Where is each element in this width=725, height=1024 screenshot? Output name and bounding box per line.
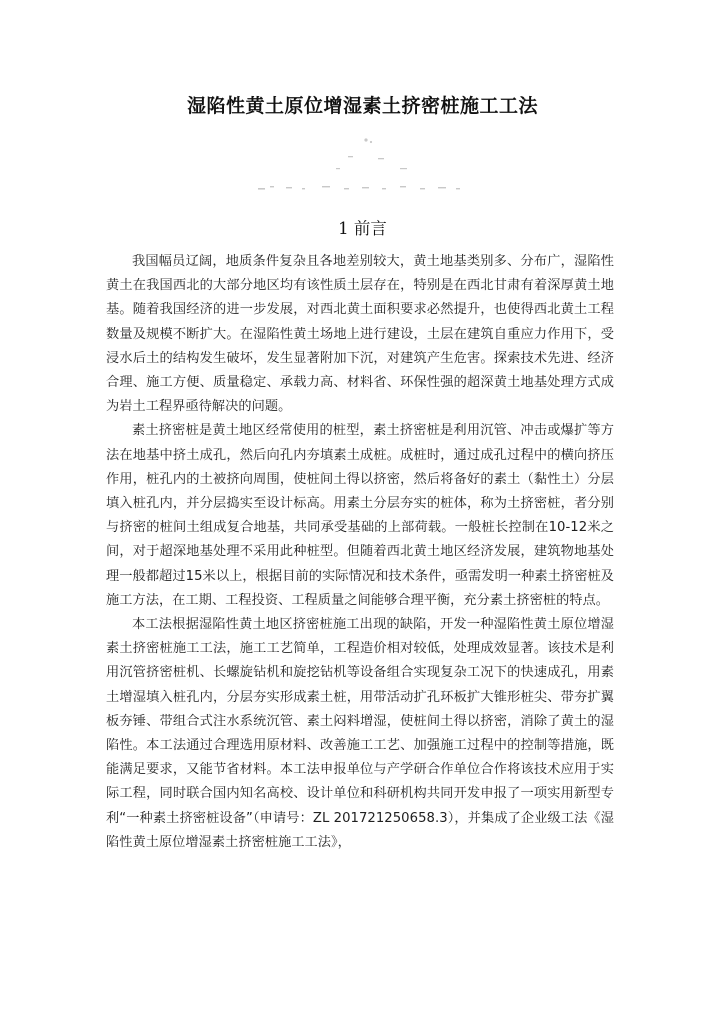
paragraph-1: 我国幅员辽阔，地质条件复杂且各地差别较大，黄土地基类别多、分布广，湿陷性黄土在我国西北的大部分地区均有该性质土层存在，特别是在西北甘肃有着深厚黄土地基。随着我国经济的进一步发展，对西北黄土面积要求必然提升，也使得西北黄土工程数量及规模不断扩大。在湿陷性黄土场地上进行建设，土层在建筑自重应力作用下，受浸水后土的结构发生破坏，发生显著附加下沉，对建筑产生危害。探索技术先进、经济合理、施工方便、质量稳定、承载力高、材料省、环保性强的超深黄土地基处理方式成为岩土工程界亟待解决的问题。 xyxy=(106,254,614,415)
faded-stamp-artifact xyxy=(240,128,480,200)
document-title: 湿陷性黄土原位增湿素土挤密桩施工工法 xyxy=(186,95,538,117)
body-text xyxy=(106,250,614,855)
paragraph-2: 素土挤密桩是黄土地区经常使用的桩型，素土挤密桩是利用沉管、冲击或爆扩等方法在地基中挤土成孔，然后向孔内夯填素土成桩。成桩时，通过成孔过程中的横向挤压作用，桩孔内的土被挤向周围，使桩间土得以挤密，然后将备好的素土（黏性土）分层填入桩孔内，并分层捣实至设计标高。用素土分层夯实的桩体，称为土挤密桩，者分别与挤密的桩间土组成复合地基，共同承受基础的上部荷载。一般桩长控制在10-12米之间，对于超深地基处理不采用此种桩型。但随着西北黄土地区经济发展，建筑物地基处理一般都超过15米以上，根据目前的实际情况和技术条件，亟需发明一种素土挤密桩及施工方法，在工期、工程投资、工程质量之间能够合理平衡，充分素土挤密桩的特点。 xyxy=(106,423,614,608)
paragraph-3: 本工法根据湿陷性黄土地区挤密桩施工出现的缺陷，开发一种湿陷性黄土原位增湿素土挤密桩施工工法，施工工艺简单，工程造价相对较低，处理成效显著。该技术是利用沉管挤密桩机、长螺旋钻机和旋挖钻机等设备组合实现复杂工况下的快速成孔，用素土增湿填入桩孔内，分层夯实形成素土桩，用带活动扩孔环板扩大锥形桩尖、带夯扩翼板夯锤、带组合式注水系统沉管、素土闷料增湿，使桩间土得以挤密，消除了黄土的湿陷性。本工法通过合理选用原材料、改善施工工艺、加强施工过程中的控制等措施，既能满足要求，又能节省材料。本工法申报单位与产学研合作单位合作将该技术应用于实际工程，同时联合国内知名高校、设计单位和科研机构共同开发申报了一项实用新型专利“一种素土挤密桩设备”（申请号：ZL 201721250658.3），并集成了企业级工法《湿陷性黄土原位增湿素土挤密桩施工工法》， xyxy=(106,617,614,850)
section-heading-preface: 1 前言 xyxy=(338,219,387,238)
